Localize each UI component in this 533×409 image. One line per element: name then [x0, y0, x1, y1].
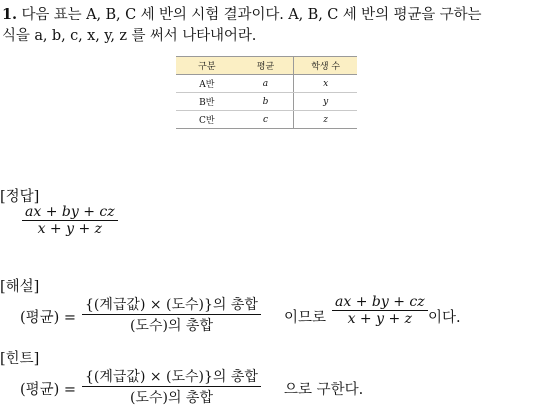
explanation-fraction: [82, 294, 261, 335]
table-cell: b: [238, 93, 294, 111]
hint-fraction: [82, 366, 261, 407]
table-cell: z: [294, 111, 357, 129]
table-row: [176, 75, 357, 93]
table-cell: c: [238, 111, 294, 129]
results-table: [176, 56, 357, 129]
question-line-2: 식을 a, b, c, x, y, z 를 써서 나타내어라.: [2, 28, 257, 44]
explanation-numerator: {(계급값) × (도수)}의 총합: [85, 297, 258, 313]
table-header-cell: 구분: [176, 57, 238, 75]
table-cell: C반: [176, 111, 238, 129]
answer-fraction: [22, 204, 118, 237]
hint-denominator: (도수)의 총합: [129, 390, 213, 406]
explanation-denominator-2: x + y + z: [347, 311, 413, 327]
explanation-lhs: (평균) =: [20, 310, 77, 326]
question-number: 1.: [2, 6, 17, 23]
table-cell: a: [238, 75, 294, 93]
table-row: [176, 111, 357, 129]
hint-end: 으로 구한다.: [284, 382, 364, 398]
explanation-middle: 이므로: [284, 310, 327, 326]
table-header-row: [176, 57, 357, 75]
explanation-end: 이다.: [428, 310, 461, 326]
explanation-fraction-2: [332, 294, 428, 327]
answer-denominator: x + y + z: [37, 221, 103, 237]
question-line-1: [2, 3, 481, 24]
explanation-denominator: (도수)의 총합: [129, 318, 213, 334]
answer-label: [정답]: [0, 189, 40, 205]
hint-label: [힌트]: [0, 351, 40, 367]
explanation-numerator-2: ax + by + cz: [335, 294, 425, 310]
hint-lhs: (평균) =: [20, 382, 77, 398]
answer-numerator: ax + by + cz: [25, 204, 115, 220]
table-cell: x: [294, 75, 357, 93]
table-header-cell: 학생 수: [294, 57, 357, 75]
table-row: [176, 93, 357, 111]
explanation-label: [해설]: [0, 279, 40, 295]
table-cell: y: [294, 93, 357, 111]
table-header-cell: 평균: [238, 57, 294, 75]
hint-numerator: {(계급값) × (도수)}의 총합: [85, 369, 258, 385]
question-text-1: 다음 표는 A, B, C 세 반의 시험 결과이다. A, B, C 세 반의 평균을 구하는: [21, 7, 482, 23]
table-cell: B반: [176, 93, 238, 111]
table-cell: A반: [176, 75, 238, 93]
